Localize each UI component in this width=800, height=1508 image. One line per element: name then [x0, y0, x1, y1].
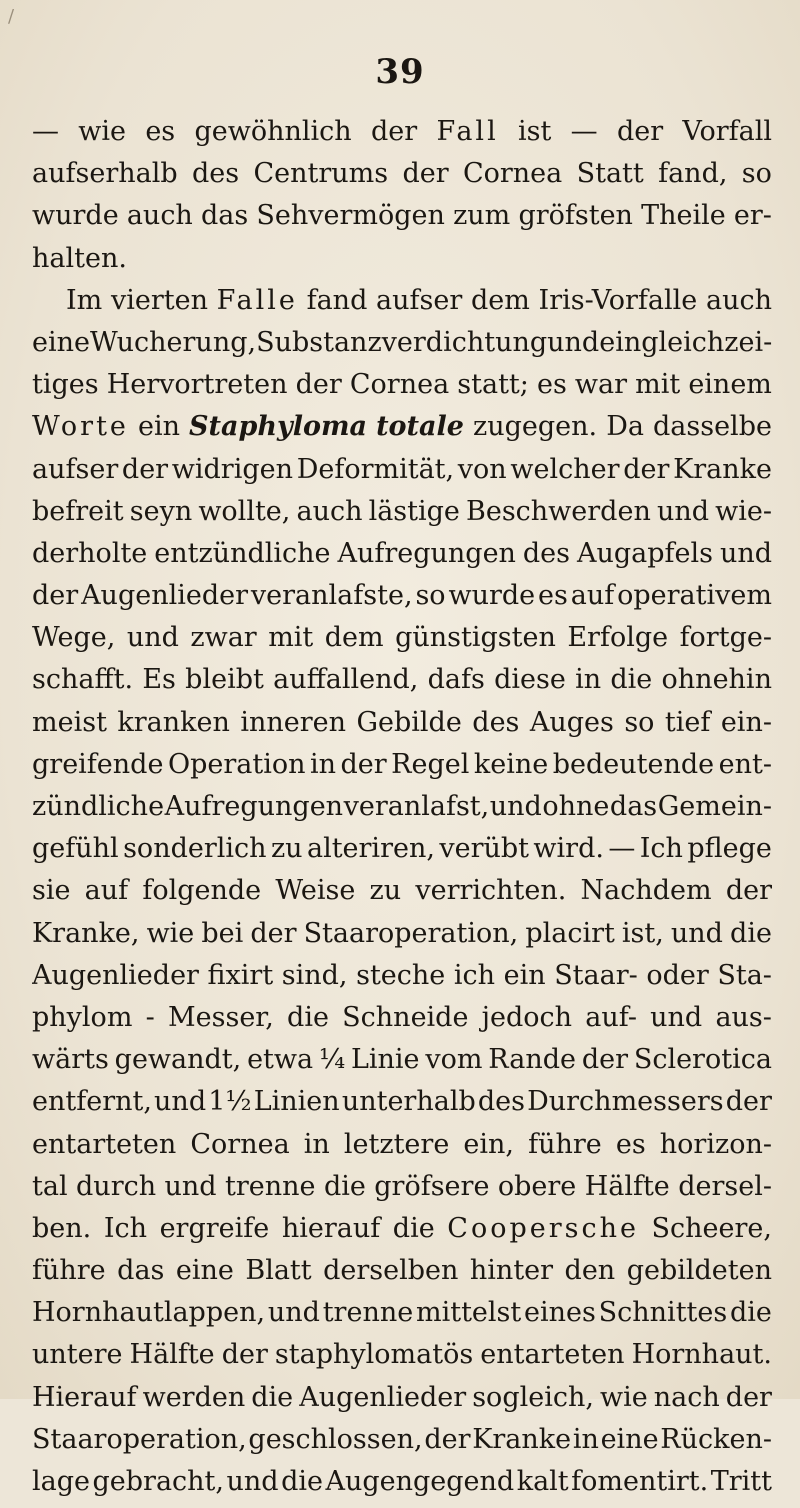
text-line: der Augenlieder veranlafste, so wurde es auf operativem [32, 580, 772, 612]
text-line: entarteten Cornea in letztere ein, führe es horizon- [32, 1128, 772, 1160]
text-line: zündliche Aufregungen veranlafst, und ohne das Gemein- [32, 791, 772, 822]
text-line: schafft. Es bleibt auffallend, dafs diese in die ohnehin [32, 664, 772, 696]
text-line: Staaroperation, geschlossen, der Kranke in eine Rücken- [32, 1423, 772, 1455]
text-line: — wie es gewöhnlich der Fall ist — der Vorfall [32, 116, 772, 147]
text-line: aufser der widrigen Deformität, von welcher der Kranke [32, 453, 772, 485]
text-line: wurde auch das Sehvermögen zum gröfsten Theile er- [32, 200, 772, 232]
text-line: ben. Ich ergreife hierauf die Coopersche Scheere, [32, 1212, 772, 1244]
text-line: Kranke, wie bei der Staaroperation, placirt ist, und die [32, 917, 772, 949]
page-number: 39 [375, 52, 425, 92]
text-line: derholte entzündliche Aufregungen des Augapfels und [32, 537, 772, 569]
paragraph-first-line: Im vierten Falle fand aufser dem Iris-Vorfalle auch [66, 284, 772, 316]
text-line: phylom - Messer, die Schneide jedoch auf- und aus- [32, 1001, 772, 1033]
text-line: gefühl sonderlich zu alteriren, verübt wird. — Ich pflege [32, 833, 772, 865]
text-line: tal durch und trenne die gröfsere obere Hälfte dersel- [32, 1170, 772, 1202]
text-line: Hierauf werden die Augenlieder sogleich, wie nach der [32, 1381, 772, 1413]
text-line: lage gebracht, und die Augengegend kalt fomentirt. Tritt [32, 1466, 772, 1497]
page-corner-mark: / [8, 6, 15, 27]
text-line: untere Hälfte der staphylomatös entarteten Hornhaut. [32, 1339, 772, 1371]
body-text [32, 116, 772, 1508]
text-line: greifende Operation in der Regel keine bedeutende ent- [32, 748, 772, 780]
text-line: Wege, und zwar mit dem günstigsten Erfolge fortge- [32, 622, 772, 654]
text-line: meist kranken inneren Gebilde des Auges so tief ein- [32, 706, 772, 738]
text-line: Hornhautlappen, und trenne mittelst eines Schnittes die [32, 1297, 772, 1329]
text-line-emphasis: Worte ein Staphyloma totale zugegen. Da dasselbe [32, 411, 772, 443]
text-line: eine Wucherung, Substanzverdichtung und ein gleichzei- [32, 326, 772, 358]
text-line: aufserhalb des Centrums der Cornea Statt fand, so [32, 158, 772, 190]
text-line: entfernt, und 1½ Linien unterhalb des Durchmessers der [32, 1086, 772, 1118]
text-line: Augenlieder fixirt sind, steche ich ein Staar- oder Sta- [32, 959, 772, 991]
text-line: sie auf folgende Weise zu verrichten. Nachdem der [32, 875, 772, 907]
text-line: tiges Hervortreten der Cornea statt; es war mit einem [32, 369, 772, 401]
text-line: halten. [32, 242, 127, 274]
text-line: führe das eine Blatt derselben hinter den gebildeten [32, 1255, 772, 1287]
text-line: wärts gewandt, etwa ¼ Linie vom Rande der Sclerotica [32, 1044, 772, 1076]
text-line: befreit seyn wollte, auch lästige Beschwerden und wie- [32, 495, 772, 527]
